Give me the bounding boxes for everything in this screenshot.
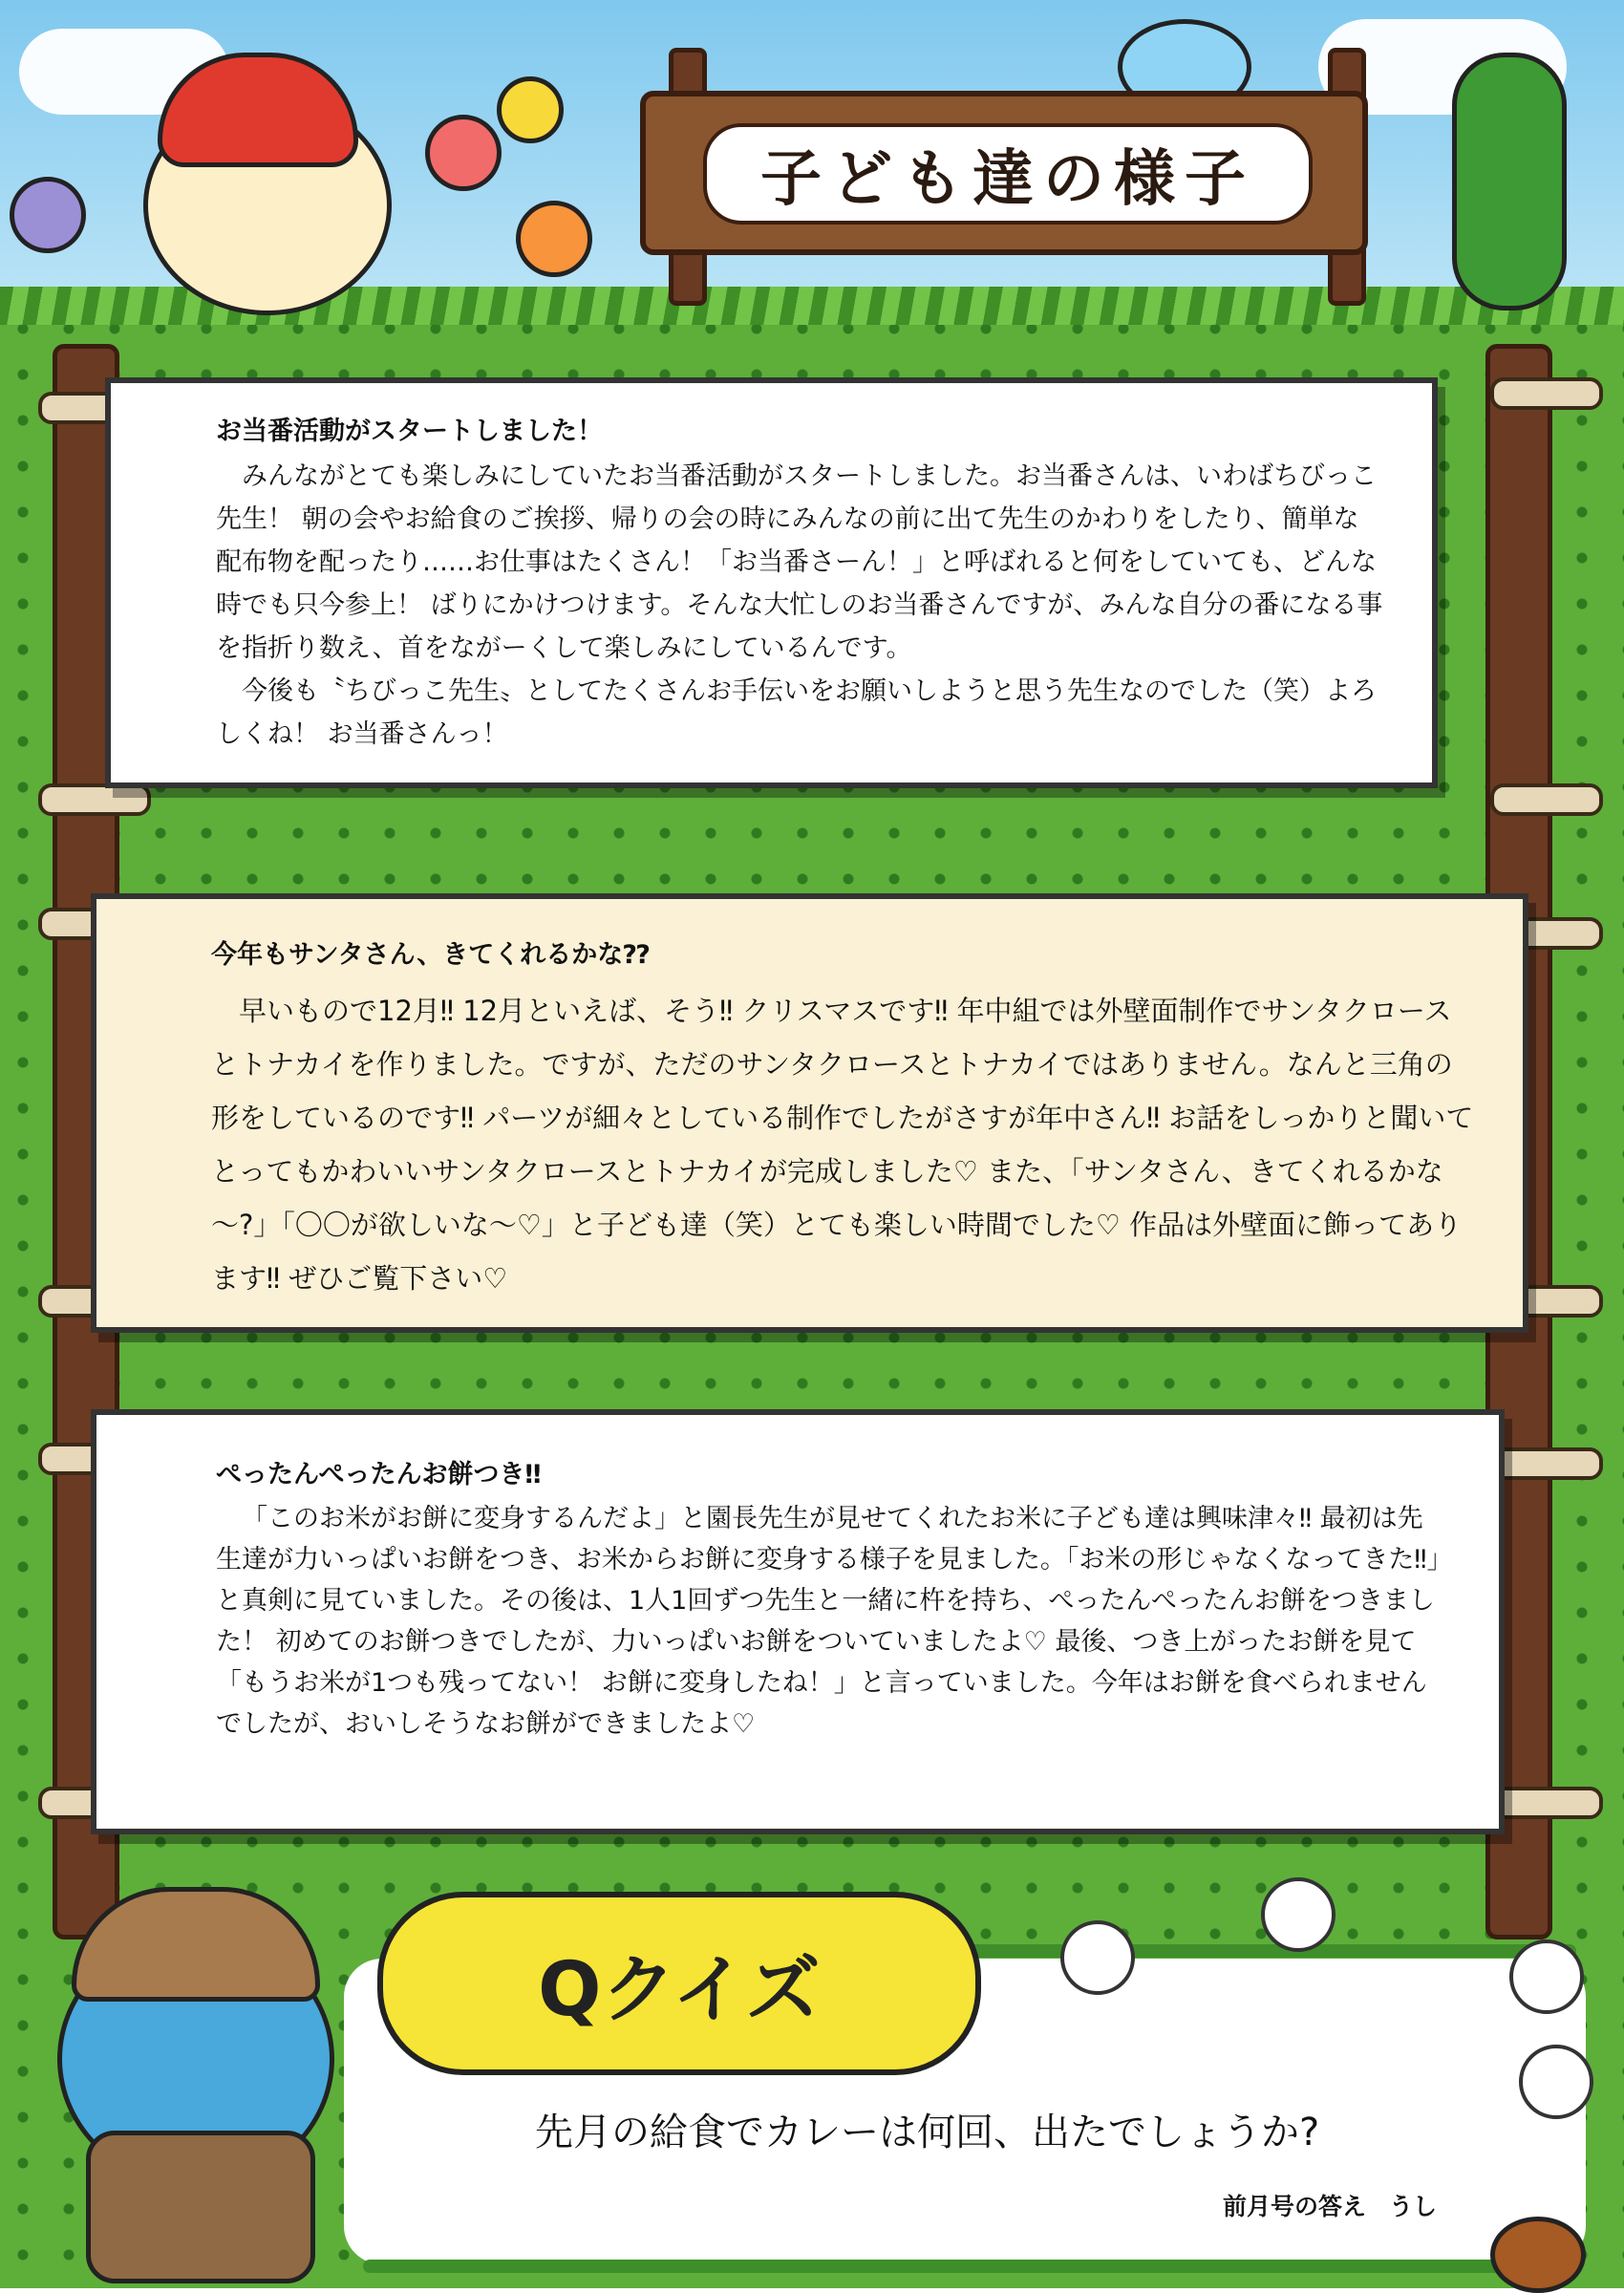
flower-icon xyxy=(425,115,502,191)
detective-coat-icon xyxy=(86,2131,315,2283)
ring-left xyxy=(38,783,151,816)
vine-decoration xyxy=(363,2260,1557,2273)
flower-icon xyxy=(1509,1939,1584,2014)
article-panel-santa xyxy=(91,893,1528,1333)
previous-answer xyxy=(1223,2188,1437,2222)
article-heading: お当番活動がスタートしました！ xyxy=(216,417,603,446)
page-title: 子ども達の様子 xyxy=(703,123,1313,225)
ring-right xyxy=(1490,783,1603,816)
article-heading: ぺったんぺったんお餅つき‼ xyxy=(216,1460,542,1489)
flower-icon xyxy=(516,201,592,277)
ring-right xyxy=(1490,377,1603,410)
article-paragraph: 今後も〝ちびっこ先生〟としてたくさんお手伝いをお願いしようと思う先生なのでした（笑）よろしくね！ お当番さんっ！ xyxy=(216,676,1377,749)
title-sign xyxy=(640,91,1368,255)
article-panel-duty xyxy=(105,377,1438,788)
ring-right xyxy=(1490,1787,1603,1819)
article-paragraph: みんながとても楽しみにしていたお当番活動がスタートしました。お当番さんは、いわばちびっこ先生！ 朝の会やお給食のご挨拶、帰りの会の時にみんなの前に出て先生のかわりをしたり、簡単な配布物を配ったり……お仕事はたくさん！「お当番さーん！」と呼ばれると何をしていても、どんな時でも只今参上！ ばりにかけつけます。そんな大忙しのお当番さんですが、みんな自分の番になる事を指折り数え、首をながーくして楽しみにしているんです。 xyxy=(216,461,1383,663)
answer-label: 前月号の答え xyxy=(1223,2193,1367,2220)
flower-icon xyxy=(1060,1920,1135,1995)
quiz-question: 先月の給食でカレーは何回、出たでしょうか? xyxy=(535,2111,1320,2154)
ring-right xyxy=(1490,1447,1603,1480)
article-paragraph: 早いもので12月‼ 12月といえば、そう‼ クリスマスです‼ 年中組では外壁面制作でサンタクロースとトナカイを作りました。ですが、ただのサンタクロースとトナカイではありません。なんと三角の形をしているのです‼ パーツが細々としている制作でしたがさすが年中さん‼ お話をしっかりと聞いてとってもかわいいサンタクロースとトナカイが完成しました♡ また、「サンタさん、きてくれるかな～?」「〇〇が欲しいな～♡」と子ども達（笑）とても楽しい時間でした♡ 作品は外壁面に飾ってあります‼ ぜひご覧下さい♡ xyxy=(211,995,1474,1295)
green-bird-icon xyxy=(1452,53,1567,311)
vine-decoration xyxy=(955,1944,1576,1958)
article-paragraph: 「このお米がお餅に変身するんだよ」と園長先生が見せてくれたお米に子ども達は興味津々‼ 最初は先生達が力いっぱいお餅をつき、お米からお餅に変身する様子を見ました。「お米の形じゃなくなってきた‼」と真剣に見ていました。その後は、1人1回ずつ先生と一緒に杵を持ち、ぺったんぺったんお餅をつきました！ 初めてのお餅つきでしたが、力いっぱいお餅をついていましたよ♡ 最後、つき上がったお餅を見て「もうお米が1つも残ってない！ お餅に変身したね！」と言っていました。今年はお餅を食べられませんでしたが、おいしそうなお餅ができましたよ♡ xyxy=(216,1504,1441,1739)
answer-value: うし xyxy=(1389,2193,1438,2220)
flower-icon xyxy=(1519,2045,1593,2119)
article-panel-mochi xyxy=(91,1409,1505,1834)
quiz-badge: Qクイズ xyxy=(377,1892,981,2075)
flower-icon xyxy=(10,177,86,253)
article-heading: 今年もサンタさん、きてくれるかな⁇ xyxy=(211,940,651,970)
butterfly-icon xyxy=(497,76,564,143)
flower-icon xyxy=(1261,1877,1336,1952)
acorn-icon xyxy=(1490,2217,1586,2293)
